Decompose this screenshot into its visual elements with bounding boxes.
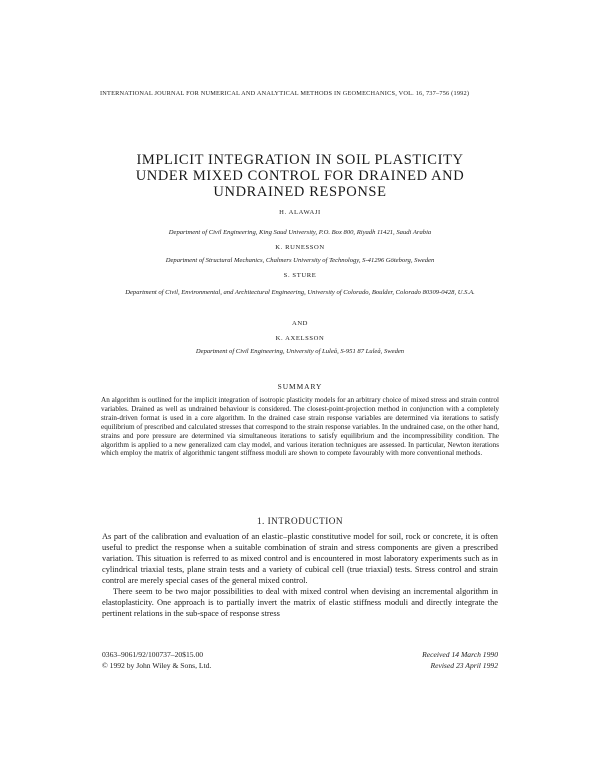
section-heading: 1. INTRODUCTION (256, 516, 344, 526)
author-name: K. AXELSSON (275, 335, 325, 342)
body-text (102, 531, 498, 619)
footer-publication-info (102, 650, 211, 671)
paragraph: There seem to be two major possibilities to deal with mixed control when devising an incremental algorithm in elastoplasticity. One approach is to partially invert the matrix of elastic stiffness moduli and directly integrate the pertinent relations in the sub-space of response stress (102, 587, 498, 618)
author-name: H. ALAWAJI (279, 209, 321, 216)
paper-title (60, 152, 540, 200)
summary-heading: SUMMARY (277, 382, 323, 391)
footer-dates (360, 650, 498, 671)
author-affiliation: Department of Civil, Environmental, and Architectural Engineering, University of Colorado, Boulder, Colorado 80309-0428, U.S.A. (125, 289, 475, 296)
revised-date: Revised 23 April 1992 (430, 660, 498, 670)
author-affiliation: Department of Civil Engineering, King Saud University, P.O. Box 800, Riyadh 11421, Saudi Arabia (168, 229, 432, 236)
summary-text: An algorithm is outlined for the implicit integration of isotropic plasticity models for an arbitrary choice of mixed stress and strain control variables. Drained as well as undrained behaviour is considered. The closest-point-projection method in conjunction with a completely strain-driven format is used in a core algorithm. In the drained case strain response variables are determined via iterations to satisfy equilibrium of prescribed and calculated stresses that correspond to the strain response variables. In the undrained case, on the other hand, strains and pore pressure are determined via simultaneous iterations to satisfy equilibrium and the incompressibility condition. The algorithm is applied to a new generalized cam clay model, and various iteration techniques are assessed. In particular, Newton iterations which employ the matrix of algorithmic tangent stiffness moduli are shown to compete favourably with more conventional methods. (101, 396, 499, 458)
title-line-2: UNDER MIXED CONTROL FOR DRAINED AND (135, 168, 465, 184)
author-name: S. STURE (283, 272, 317, 279)
paragraph: As part of the calibration and evaluation of an elastic–plastic constitutive model for soil, rock or concrete, it is often useful to predict the response when a suitable combination of strain and stress components are given a prescribed variation. This situation is referred to as mixed control and is encountered in most laboratory experiments such as in cylindrical triaxial tests, plane strain tests and a variety of cubical cell (true triaxial) tests. Stress control and strain control are merely special cases of the general mixed control. (102, 532, 498, 585)
received-date: Received 14 March 1990 (422, 650, 498, 659)
publication-code: 0363–9061/92/100737–20$15.00 (102, 650, 204, 659)
title-line-3: UNDRAINED RESPONSE (213, 184, 387, 200)
title-line-1: IMPLICIT INTEGRATION IN SOIL PLASTICITY (136, 152, 464, 168)
and-separator: AND (291, 320, 309, 327)
author-affiliation: Department of Structural Mechanics, Chalmers University of Technology, S-41296 Göteborg, Sweden (165, 257, 435, 264)
copyright: © 1992 by John Wiley & Sons, Ltd. (102, 660, 212, 670)
author-name: K. RUNESSON (275, 244, 325, 251)
running-header: INTERNATIONAL JOURNAL FOR NUMERICAL AND ANALYTICAL METHODS IN GEOMECHANICS, VOL. 16, 737–756 (1992) (100, 90, 470, 97)
author-affiliation: Department of Civil Engineering, University of Luleå, S-951 87 Luleå, Sweden (195, 348, 405, 355)
